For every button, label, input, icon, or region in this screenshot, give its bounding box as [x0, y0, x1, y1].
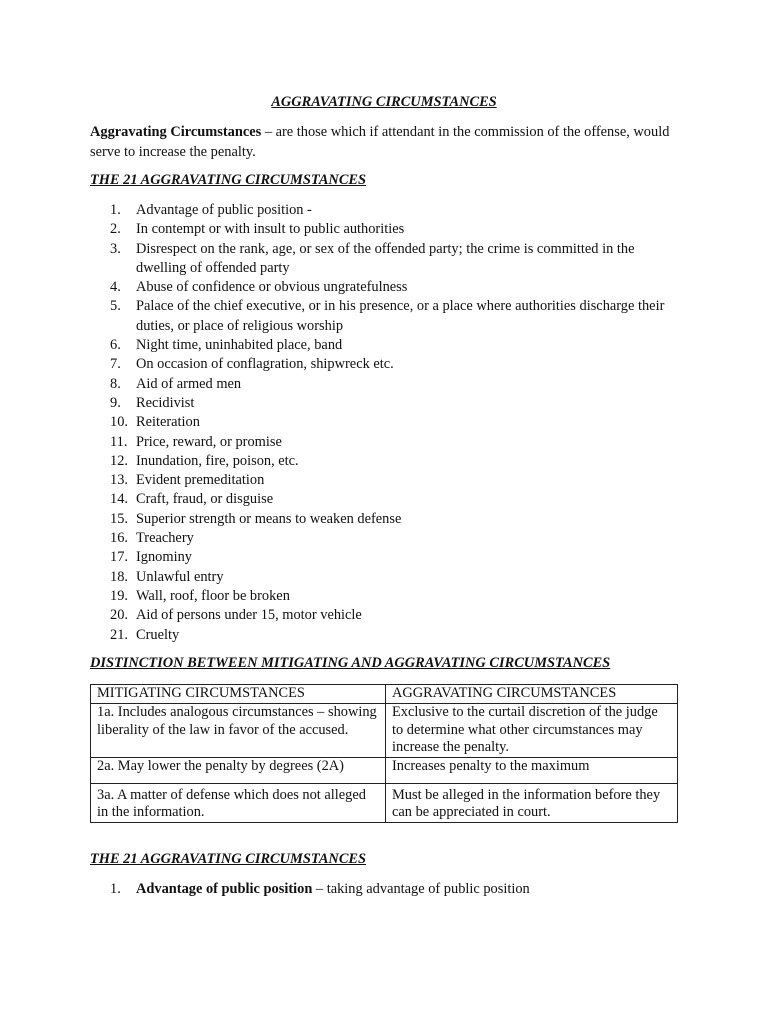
intro-paragraph [90, 123, 680, 162]
list-number: 1. [110, 202, 121, 218]
section-heading-distinction: DISTINCTION BETWEEN MITIGATING AND AGGRAVATING CIRCUMSTANCES [90, 655, 611, 671]
list-number: 18. [110, 568, 128, 585]
detail-term: Advantage of public position [136, 881, 313, 897]
list-item-text: Price, reward, or promise [136, 433, 282, 450]
list-number: 19. [110, 587, 128, 604]
list-item [90, 587, 680, 606]
list-number: 9. [110, 394, 121, 411]
list-number: 10. [110, 414, 128, 431]
list-item-text: Palace of the chief executive, or in his presence, or a place where authorities discharge their duties, or place of religious worship [136, 298, 665, 334]
list-item-text: In contempt or with insult to public authorities [136, 221, 405, 238]
intro-term: Aggravating Circumstances [90, 124, 262, 140]
aggravating-circumstances-list [90, 201, 680, 645]
list-item [90, 355, 680, 374]
list-item [90, 529, 680, 548]
list-number: 13. [110, 472, 128, 489]
list-item [90, 471, 680, 490]
list-item [90, 278, 680, 297]
list-number: 2. [110, 221, 121, 238]
list-number: 8. [110, 375, 121, 392]
list-item-text: Treachery [136, 530, 194, 547]
list-item [90, 394, 680, 413]
list-number: 3. [110, 240, 121, 257]
list-number: 1. [110, 881, 121, 897]
list-item-text: Aid of persons under 15, motor vehicle [136, 607, 362, 624]
table-cell: Must be alleged in the information before they can be appreciated in court. [386, 783, 678, 822]
distinction-table [90, 684, 678, 823]
table-cell: 1a. Includes analogous circumstances – showing liberality of the law in favor of the accused. [91, 704, 386, 758]
list-item [90, 548, 680, 567]
list-item [90, 240, 680, 279]
list-number: 6. [110, 337, 121, 354]
intro-definition: – are those which if attendant in the commission of the offense, would serve to increase the penalty. [90, 124, 670, 160]
list-item [90, 568, 680, 587]
list-item-text: Ignominy [136, 549, 192, 566]
list-item-text: Recidivist [136, 394, 195, 411]
list-number: 20. [110, 607, 128, 624]
table-cell: 2a. May lower the penalty by degrees (2A) [91, 757, 386, 783]
list-item-text: Aid of armed men [136, 375, 242, 392]
table-row [91, 783, 678, 822]
list-item [90, 606, 680, 625]
list-number: 16. [110, 530, 128, 547]
table-cell: 3a. A matter of defense which does not alleged in the information. [91, 783, 386, 822]
list-item [90, 297, 680, 336]
list-item-text: Night time, uninhabited place, band [136, 337, 343, 354]
section-heading-list: THE 21 AGGRAVATING CIRCUMSTANCES [90, 172, 367, 188]
list-item [90, 880, 680, 899]
list-item-text: Reiteration [136, 414, 200, 431]
table-row [91, 704, 678, 758]
list-item-text: Cruelty [136, 626, 180, 643]
list-item [90, 201, 680, 220]
list-number: 15. [110, 510, 128, 527]
list-item [90, 433, 680, 452]
list-number: 4. [110, 279, 121, 296]
list-item-text: Superior strength or means to weaken defense [136, 510, 402, 527]
table-row [91, 757, 678, 783]
list-number: 5. [110, 298, 121, 315]
list-item [90, 413, 680, 432]
list-item-text: Evident premeditation [136, 472, 265, 489]
detail-list [90, 880, 680, 899]
list-item-text: Craft, fraud, or disguise [136, 491, 274, 508]
table-cell: Exclusive to the curtail discretion of the judge to determine what other circumstances may increase the penalty. [386, 704, 678, 758]
list-number: 14. [110, 491, 128, 508]
list-item [90, 452, 680, 471]
section-heading-detail: THE 21 AGGRAVATING CIRCUMSTANCES [90, 851, 367, 867]
list-number: 11. [110, 433, 128, 450]
table-header-mitigating: MITIGATING CIRCUMSTANCES [91, 685, 386, 704]
list-item-text: Wall, roof, floor be broken [136, 587, 290, 604]
list-item [90, 626, 680, 645]
detail-text: – taking advantage of public position [312, 881, 530, 897]
list-item-text: Disrespect on the rank, age, or sex of the offended party; the crime is committed in the dwelling of offended party [136, 240, 635, 276]
list-number: 21. [110, 626, 128, 643]
list-item [90, 490, 680, 509]
table-cell: Increases penalty to the maximum [386, 757, 678, 783]
list-item-text: On occasion of conflagration, shipwreck etc. [136, 356, 394, 373]
list-number: 12. [110, 452, 128, 469]
list-item [90, 336, 680, 355]
table-header-row [91, 685, 678, 704]
list-item [90, 375, 680, 394]
list-number: 7. [110, 356, 121, 373]
table-header-aggravating: AGGRAVATING CIRCUMSTANCES [386, 685, 678, 704]
list-item-text: Unlawful entry [136, 568, 224, 585]
list-item [90, 220, 680, 239]
document-title: AGGRAVATING CIRCUMSTANCES [271, 94, 497, 110]
list-item [90, 510, 680, 529]
list-item-text: Inundation, fire, poison, etc. [136, 452, 299, 469]
list-number: 17. [110, 549, 128, 566]
list-item-text: Abuse of confidence or obvious ungratefulness [136, 279, 408, 296]
list-item-text: Advantage of public position - [136, 202, 312, 218]
